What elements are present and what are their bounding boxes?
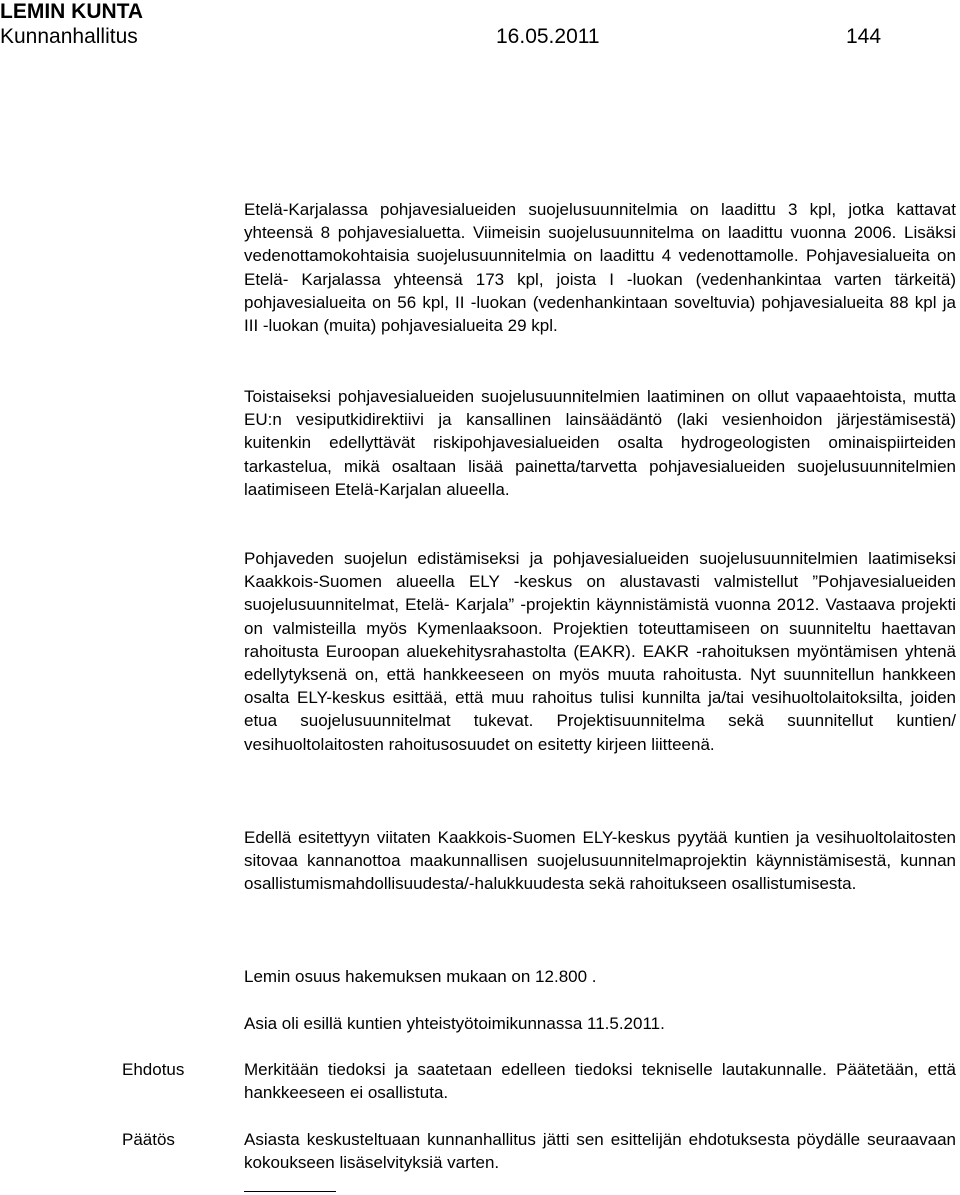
paragraph-text: Edellä esitettyyn viitaten Kaakkois-Suomen ELY-keskus pyytää kuntien ja vesihuoltolaitosten sitovaa kannanottoa maakunnallisen suojelusuunnitelmaprojektin käynnistämisestä, kunnan osallistumismahdollisuudesta/-halukkuudesta sekä rahoitukseen osallistumisesta.: [244, 828, 956, 894]
meeting-body: Kunnanhallitus: [0, 25, 138, 48]
paragraph-text: Asia oli esillä kuntien yhteistyötoimikunnassa 11.5.2011.: [244, 1014, 665, 1033]
decision-text: [244, 1128, 956, 1174]
meeting-date: 16.05.2011: [496, 25, 600, 48]
paragraph-share: [244, 965, 956, 988]
municipality-name: LEMIN KUNTA: [0, 0, 144, 23]
paragraph-committee: [244, 1012, 956, 1035]
paragraph-background: [244, 198, 956, 337]
decision-label: Päätös: [122, 1130, 175, 1149]
paragraph-text: Etelä-Karjalassa pohjavesialueiden suojelusuunnitelmia on laadittu 3 kpl, jotka kattavat yhteensä 8 pohjavesialuetta. Viimeisin suojelusuunnitelma on laadittu vuonna 2006. Lisäksi vedenottamokohtaisia suojelusuunnitelmia on laadittu 4 vedenottamolle. Pohjavesialueita on Etelä- Karjalassa yhteensä 173 kpl, joista I -luokan (vedenhankintaa varten tärkeitä) pohjavesialueita on 56 kpl, II -luokan (vedenhankintaan soveltuvia) pohjavesialueita 88 kpl ja III -luokan (muita) pohjavesialueita 29 kpl.: [244, 200, 956, 336]
page-number: 144: [846, 25, 882, 48]
paragraph-text: Pohjaveden suojelun edistämiseksi ja pohjavesialueiden suojelusuunnitelmien laatimiseksi Kaakkois-Suomen alueella ELY -keskus on alustavasti valmistellut ”Pohjavesialueiden suojelusuunnitelmat, Etelä- Karjala” -projektin käynnistämistä vuonna 2012. Vastaava projekti on valmisteilla myös Kymenlaaksoon. Projektien toteuttamiseen on suunniteltu haettavan rahoitusta Euroopan aluekehitysrahastolta (EAKR). EAKR -rahoituksen myöntämisen yhtenä edellytyksenä on, että hankkeeseen on myös muuta rahoitusta. Nyt suunnitellun hankkeen osalta ELY-keskus esittää, että muu rahoitus tulisi kunnilta ja/tai vesihuoltolaitoksilta, joiden etua suojelusuunnitelmat tukevat. Projektisuunnitelma sekä suunnitellut kuntien/ vesihuoltolaitosten rahoitusosuudet on esitetty kirjeen liitteenä.: [244, 549, 956, 754]
paragraph-legislation: [244, 385, 956, 501]
paragraph-request: [244, 826, 956, 896]
paragraph-text: Lemin osuus hakemuksen mukaan on 12.800 .: [244, 967, 597, 986]
end-rule: [244, 1191, 336, 1192]
paragraph-text: Asiasta keskusteltuaan kunnanhallitus jätti sen esittelijän ehdotuksesta pöydälle seuraavaan kokoukseen lisäselvityksiä varten.: [244, 1130, 956, 1173]
paragraph-text: Toistaiseksi pohjavesialueiden suojelusuunnitelmien laatiminen on ollut vapaaehtoista, mutta EU:n vesiputkidirektiivi ja kansallinen lainsäädäntö (laki vesienhoidon järjestämisestä) kuitenkin edellyttävät riskipohjavesialueiden osalta hydrogeologisten ominaispiirteiden tarkastelua, mikä osaltaan lisää painetta/tarvetta pohjavesialueiden suojelusuunnitelmien laatimiseen Etelä-Karjalan alueella.: [244, 387, 956, 499]
paragraph-text: Merkitään tiedoksi ja saatetaan edelleen tiedoksi tekniselle lautakunnalle. Päätetään, että hankkeeseen ei osallistuta.: [244, 1060, 956, 1103]
proposal-label: Ehdotus: [122, 1060, 185, 1079]
paragraph-project: [244, 547, 956, 756]
proposal-text: [244, 1058, 956, 1104]
